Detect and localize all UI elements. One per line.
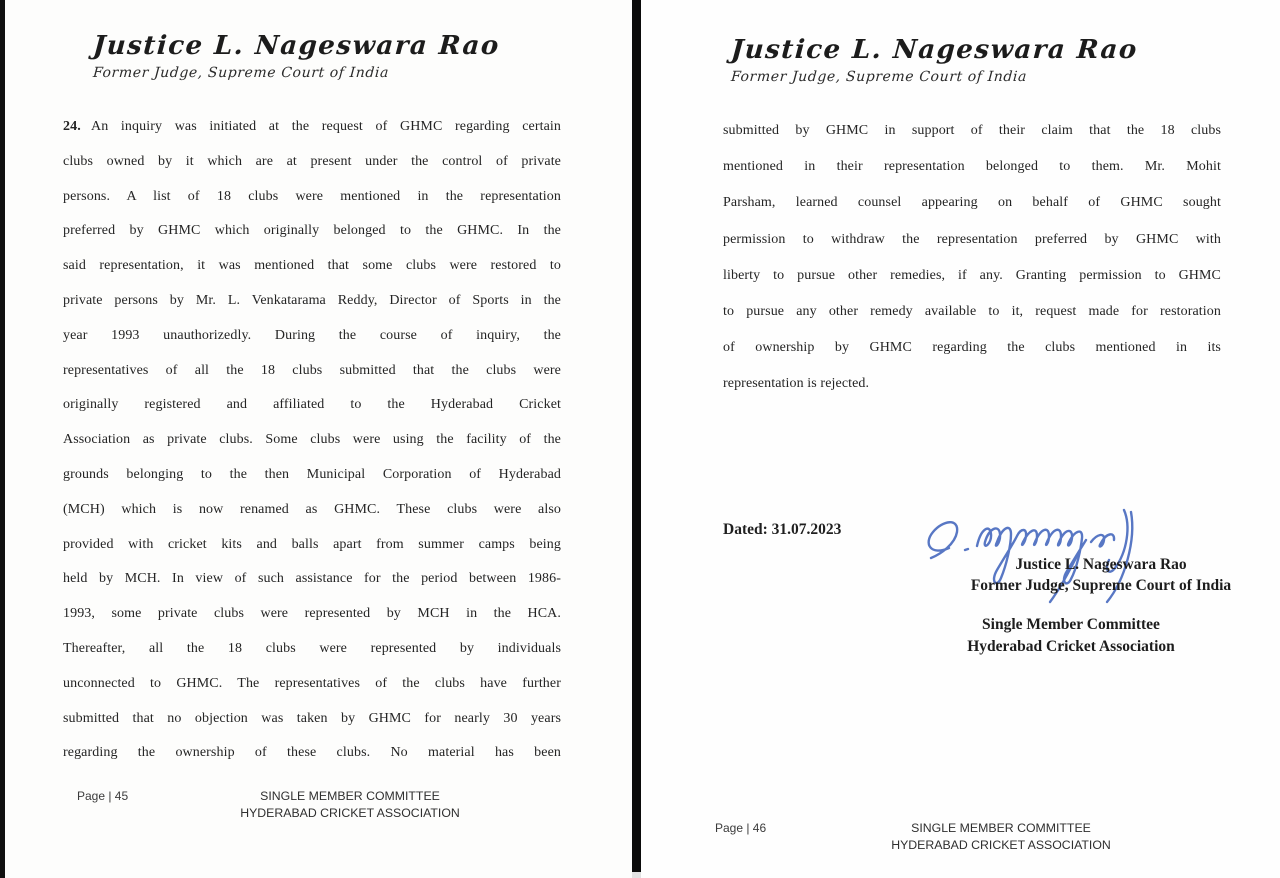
body-line: year 1993 unauthorizedly. During the course of inquiry, the <box>63 327 561 343</box>
committee-name: Single Member Committee <box>982 616 1160 633</box>
paragraph-continuation <box>723 113 1221 403</box>
dated-label: Dated: 31.07.2023 <box>723 521 842 538</box>
body-line: said representation, it was mentioned that some clubs were restored to <box>63 258 561 274</box>
body-line: representation is rejected. <box>723 376 870 392</box>
body-line: unconnected to GHMC. The representatives of the clubs have further <box>63 675 561 691</box>
signatory-name: Justice L. Nageswara Rao <box>1015 556 1187 573</box>
body-line: to pursue any other remedy available to it, request made for restoration <box>723 303 1221 319</box>
letterhead-name: Justice L. Nageswara Rao <box>91 31 501 61</box>
body-line: of ownership by GHMC regarding the clubs mentioned in its <box>723 340 1221 356</box>
paragraph-24 <box>63 110 561 771</box>
body-line: submitted that no objection was taken by GHMC for nearly 30 years <box>63 710 561 726</box>
body-line: grounds belonging to the then Municipal Corporation of Hyderabad <box>63 466 561 482</box>
signatory-title: Former Judge, Supreme Court of India <box>970 576 1232 594</box>
body-line: clubs owned by it which are at present under the control of private <box>63 153 561 169</box>
body-line: liberty to pursue other remedies, if any. Granting permission to GHMC <box>723 267 1221 283</box>
body-line: permission to withdraw the representation preferred by GHMC with <box>723 231 1221 247</box>
letterhead-name: Justice L. Nageswara Rao <box>729 35 1139 65</box>
body-line: submitted by GHMC in support of their claim that the 18 clubs <box>723 123 1221 138</box>
committee-block <box>886 614 1256 657</box>
paragraph-number: 24. <box>63 119 81 134</box>
footer-committee <box>811 820 1191 854</box>
body-line: (MCH) which is now renamed as GHMC. These clubs were also <box>63 501 561 517</box>
footer-committee-line: SINGLE MEMBER COMMITTEE <box>260 789 440 803</box>
body-line: provided with cricket kits and balls apart from summer camps being <box>63 536 561 552</box>
body-line: regarding the ownership of these clubs. No material has been <box>63 745 561 761</box>
letterhead-subtitle: Former Judge, Supreme Court of India <box>92 64 390 81</box>
footer-association-line: HYDERABAD CRICKET ASSOCIATION <box>240 806 460 820</box>
body-line: representatives of all the 18 clubs submitted that the clubs were <box>63 362 561 378</box>
footer-association-line: HYDERABAD CRICKET ASSOCIATION <box>891 838 1111 852</box>
body-line: preferred by GHMC which originally belonged to the GHMC. In the <box>63 223 561 239</box>
body-line: Parsham, learned counsel appearing on behalf of GHMC sought <box>723 195 1221 211</box>
footer-committee <box>155 788 545 822</box>
letterhead <box>93 32 500 81</box>
body-line: Association as private clubs. Some clubs were using the facility of the <box>63 432 561 448</box>
body-line: originally registered and affiliated to the Hyderabad Cricket <box>63 397 561 413</box>
body-line: persons. A list of 18 clubs were mentioned in the representation <box>63 188 561 204</box>
body-line: 1993, some private clubs were represented by MCH in the HCA. <box>63 606 561 622</box>
page-46 <box>641 0 1280 878</box>
page-divider <box>632 0 641 878</box>
body-line: mentioned in their representation belonged to them. Mr. Mohit <box>723 159 1221 175</box>
body-line-text: An inquiry was initiated at the request of GHMC regarding certain <box>91 119 561 134</box>
signatory-block <box>916 555 1280 596</box>
body-line <box>63 110 561 145</box>
letterhead-subtitle: Former Judge, Supreme Court of India <box>730 68 1028 85</box>
page-45 <box>5 0 632 878</box>
page-number: Page | 46 <box>715 821 767 835</box>
page-number: Page | 45 <box>77 789 129 803</box>
body-line: held by MCH. In view of such assistance for the period between 1986- <box>63 571 561 587</box>
body-line: Thereafter, all the 18 clubs were represented by individuals <box>63 640 561 656</box>
association-name: Hyderabad Cricket Association <box>967 637 1175 655</box>
footer-committee-line: SINGLE MEMBER COMMITTEE <box>911 821 1091 835</box>
body-line: private persons by Mr. L. Venkatarama Reddy, Director of Sports in the <box>63 292 561 308</box>
letterhead <box>731 36 1138 85</box>
